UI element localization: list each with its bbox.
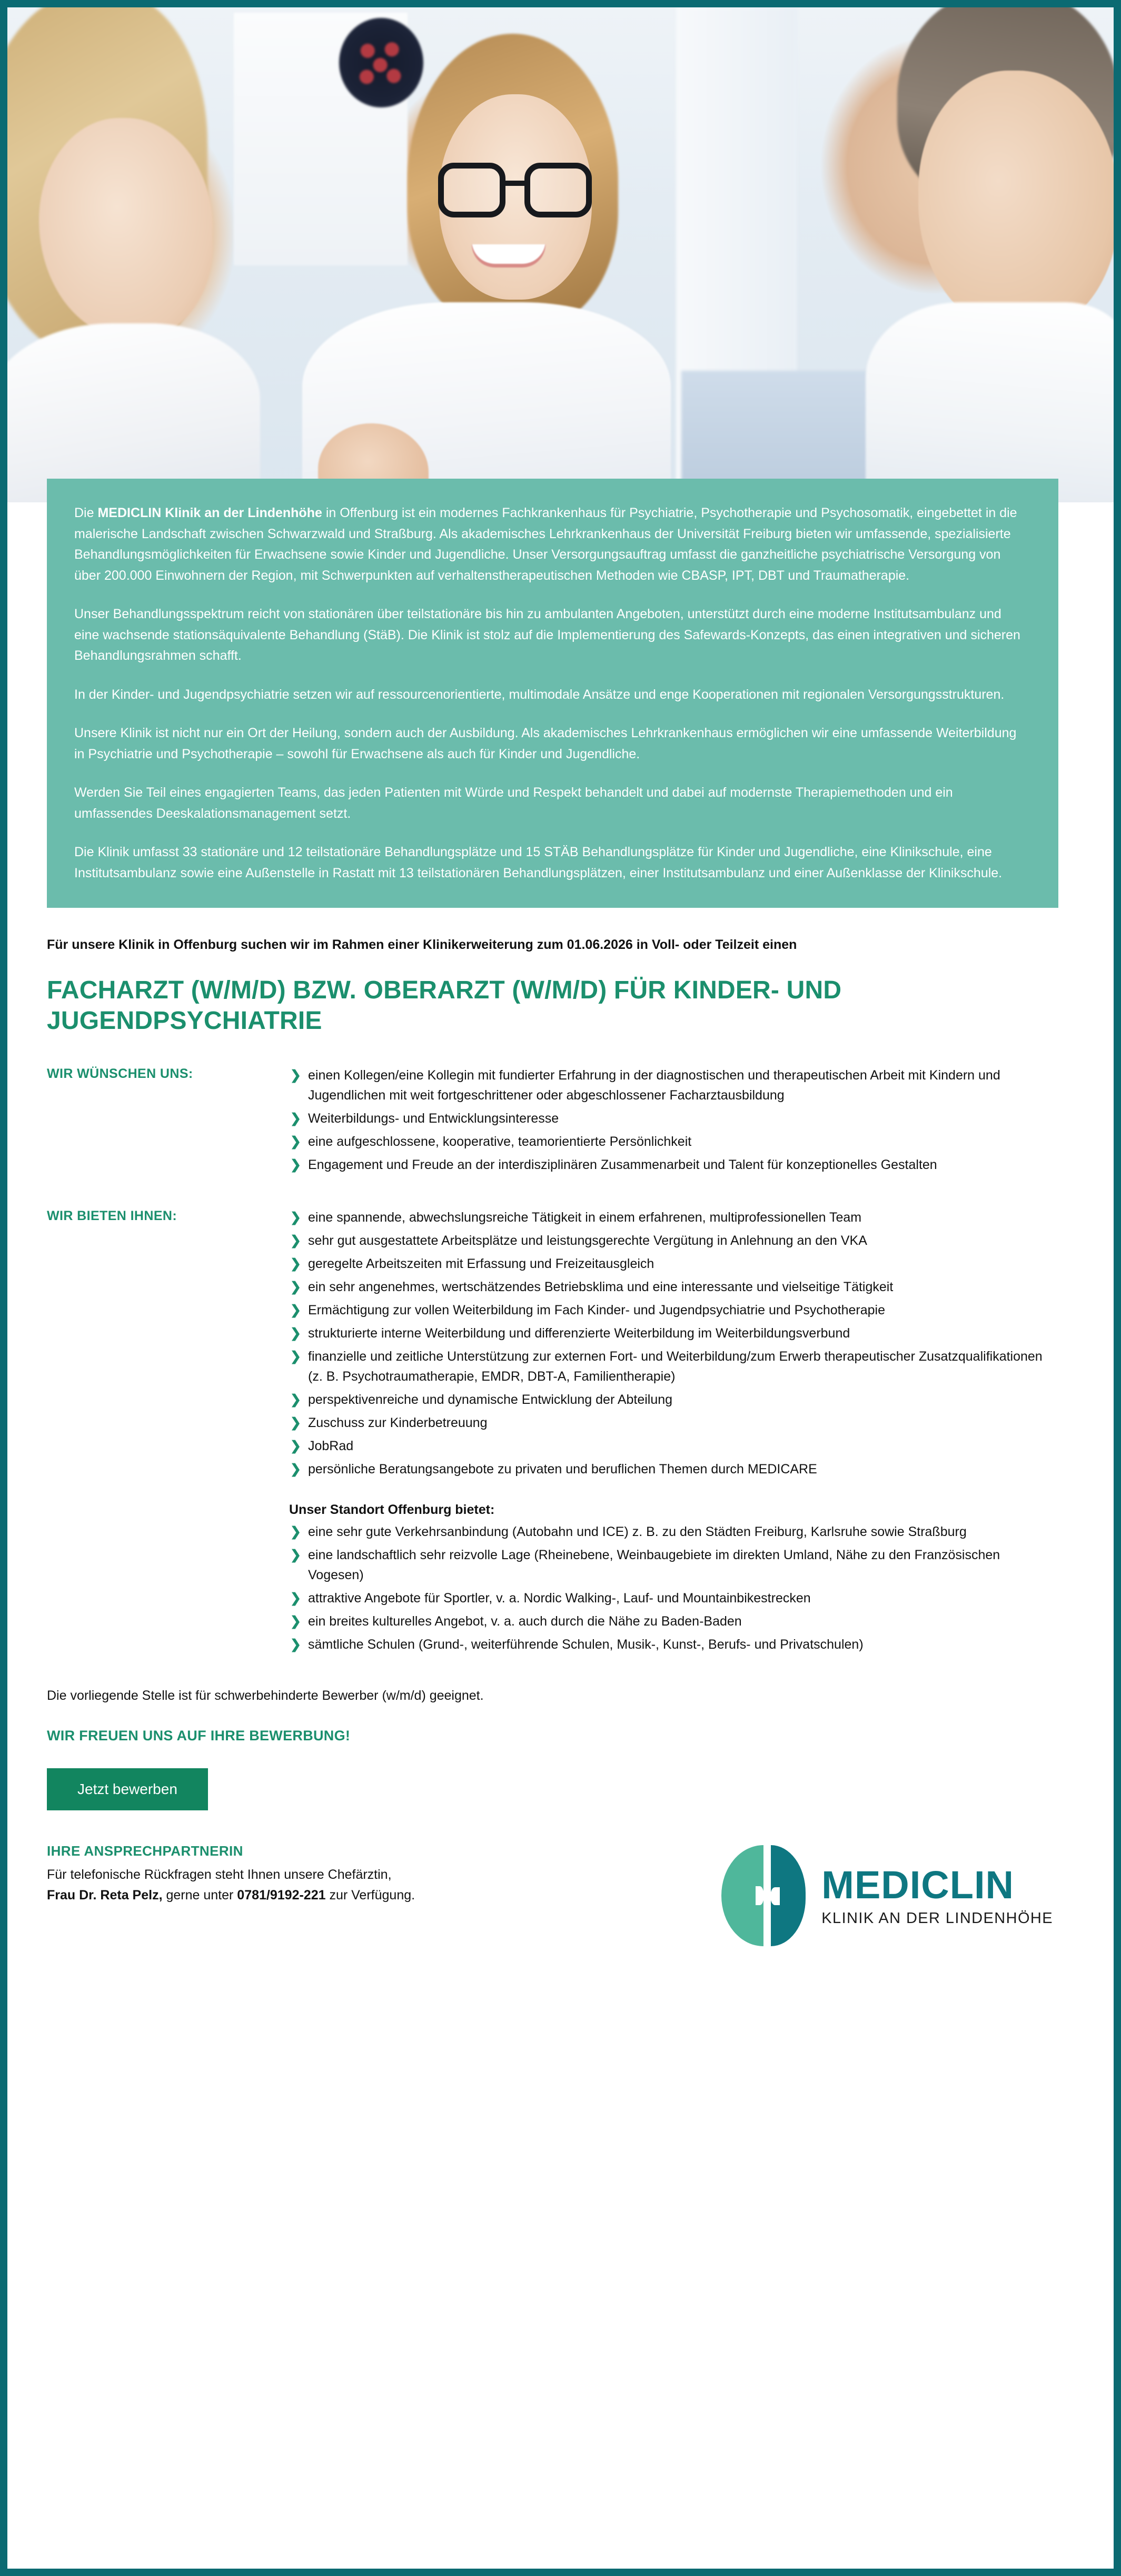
list-item: ❯ sämtliche Schulen (Grund-, weiterführende Schulen, Musik-, Kunst-, Berufs- und Privatschulen) bbox=[289, 1634, 1058, 1654]
intro-paragraph-5: Werden Sie Teil eines engagierten Teams, das jeden Patienten mit Würde und Respekt behandelt und dabei auf modernste Therapiemethoden und ein umfassendes Deeskalationsmanagement setzt. bbox=[74, 785, 953, 821]
list-item: ❯ eine aufgeschlossene, kooperative, teamorientierte Persönlichkeit bbox=[289, 1132, 1058, 1152]
list-item: ❯ Engagement und Freude an der interdisziplinären Zusammenarbeit und Talent für konzeptionelles Gestalten bbox=[289, 1155, 1058, 1175]
list-item: ❯ Ermächtigung zur vollen Weiterbildung im Fach Kinder- und Jugendpsychiatrie und Psychotherapie bbox=[289, 1300, 1058, 1320]
intro-paragraph-4: Unsere Klinik ist nicht nur ein Ort der Heilung, sondern auch der Ausbildung. Als akademisches Lehrkrankenhaus ermöglichen wir eine umfassende Weiterbildung in Psychiatrie und Psychotherapie – sowohl für Erwachsene als auch für Kinder und Jugendliche. bbox=[74, 726, 1017, 761]
list-item: ❯ finanzielle und zeitliche Unterstützung zur externen Fort- und Weiterbildung/zum Erwerb therapeutischer Zusatzqualifikationen (z. B. Psychotraumatherapie, EMDR, DBT-A, Familientherapie) bbox=[289, 1346, 1058, 1386]
mediclin-logo bbox=[721, 1845, 1058, 1946]
person-right-face bbox=[918, 71, 1114, 334]
list-item: ❯ eine sehr gute Verkehrsanbindung (Autobahn und ICE) z. B. zu den Städten Freiburg, Karlsruhe sowie Straßburg bbox=[289, 1522, 1058, 1542]
leaf-right-half bbox=[771, 1845, 806, 1946]
list-item: ❯ persönliche Beratungsangebote zu privaten und beruflichen Themen durch MEDICARE bbox=[289, 1459, 1058, 1479]
background-poster-graphic bbox=[339, 18, 423, 107]
logo-wordmark: MEDICLIN bbox=[821, 1862, 1014, 1907]
leaf-left-half bbox=[721, 1845, 763, 1946]
wishes-list bbox=[289, 1065, 1058, 1175]
list-item: ❯ attraktive Angebote für Sportler, v. a. Nordic Walking-, Lauf- und Mountainbikestrecken bbox=[289, 1588, 1058, 1608]
list-item: ❯ eine landschaftlich sehr reizvolle Lage (Rheinebene, Weinbaugebiete im direkten Umland, Nähe zu den Französischen Vogesen) bbox=[289, 1545, 1058, 1585]
location-list bbox=[289, 1522, 1058, 1654]
glasses-bridge bbox=[504, 181, 527, 186]
intro-clinic-name: MEDICLIN Klinik an der Lindenhöhe bbox=[97, 506, 322, 520]
intro-rest: in Offenburg ist ein modernes Fachkrankenhaus für Psychiatrie, Psychotherapie und Psychosomatik, eingebettet in die malerische Landschaft zwischen Schwarzwald und Straßburg. Als akademisches Lehrkrankenhaus der Universität Freiburg bieten wir umfassende, spezialisierte Behandlungsmöglichkeiten für Erwachsene sowie Kinder und Jugendliche. Unser Versorgungsauftrag umfasst die ganzheitliche psychiatrische Versorgung von über 200.000 Einwohnern der Region, mit Schwerpunkten auf verhaltenstherapeutischen Methoden wie CBASP, IPT, DBT und Traumatherapie. bbox=[74, 506, 1017, 583]
list-item: ❯ JobRad bbox=[289, 1436, 1058, 1456]
logo-subline: KLINIK AN DER LINDENHÖHE bbox=[821, 1909, 1053, 1927]
footer bbox=[47, 1843, 1058, 1967]
glasses-lens-left bbox=[438, 163, 505, 217]
leaf-icon bbox=[721, 1845, 806, 1946]
list-item: ❯ strukturierte interne Weiterbildung und differenzierte Weiterbildung im Weiterbildungsverbund bbox=[289, 1323, 1058, 1343]
list-item: ❯ eine spannende, abwechslungsreiche Tätigkeit in einem erfahrenen, multiprofessionellen Team bbox=[289, 1207, 1058, 1227]
accessibility-note: Die vorliegende Stelle ist für schwerbehinderte Bewerber (w/m/d) geeignet. bbox=[47, 1688, 484, 1703]
list-item: ❯ Zuschuss zur Kinderbetreuung bbox=[289, 1413, 1058, 1433]
list-item: ❯ sehr gut ausgestattete Arbeitsplätze und leistungsgerechte Vergütung in Anlehnung an den VKA bbox=[289, 1231, 1058, 1251]
contact-line1: Für telefonische Rückfragen steht Ihnen unsere Chefärztin, bbox=[47, 1867, 392, 1883]
glasses-lens-right bbox=[524, 163, 592, 217]
list-item: ❯ ein breites kulturelles Angebot, v. a. auch durch die Nähe zu Baden-Baden bbox=[289, 1611, 1058, 1631]
person-center-smile bbox=[472, 244, 545, 267]
intro-paragraph-3: In der Kinder- und Jugendpsychiatrie setzen wir auf ressourcenorientierte, multimodale Ansätze und enge Kooperationen mit regionalen Versorgungsstrukturen. bbox=[74, 687, 1005, 702]
contact-text bbox=[47, 1865, 415, 1906]
page-title: FACHARZT (W/M/D) BZW. OBERARZT (W/M/D) FÜR KINDER- UND JUGENDPSYCHIATRIE bbox=[47, 976, 842, 1035]
contact-mid: gerne unter bbox=[162, 1888, 237, 1903]
person-left-coat bbox=[7, 323, 260, 502]
hero-image bbox=[7, 7, 1114, 502]
closing-cheer: WIR FREUEN UNS AUF IHRE BEWERBUNG! bbox=[47, 1728, 351, 1744]
section-label-wishes: WIR WÜNSCHEN UNS: bbox=[47, 1066, 193, 1082]
intro-lead: Die bbox=[74, 506, 98, 520]
job-kicker: Für unsere Klinik in Offenburg suchen wir im Rahmen einer Klinikerweiterung zum 01.06.2026 in Voll- oder Teilzeit einen bbox=[47, 937, 797, 952]
section-body-offer bbox=[289, 1207, 1058, 1658]
intro-section bbox=[7, 479, 1114, 908]
intro-panel bbox=[47, 479, 1058, 908]
list-item: ❯ einen Kollegen/eine Kollegin mit fundierter Erfahrung in der diagnostischen und therapeutischen Arbeit mit Kindern und Jugendlichen mit weit fortgeschrittener oder abgeschlossener Facharztausbildung bbox=[289, 1065, 1058, 1105]
person-right-coat bbox=[866, 302, 1114, 502]
contact-phone[interactable]: 0781/9192-221 bbox=[237, 1888, 326, 1903]
apply-button[interactable]: Jetzt bewerben bbox=[47, 1768, 208, 1810]
intro-paragraph-1 bbox=[74, 503, 1028, 586]
hero-photo-backdrop bbox=[7, 7, 1114, 502]
contact-tail: zur Verfügung. bbox=[325, 1888, 415, 1903]
section-body-wishes bbox=[289, 1065, 1058, 1178]
contact-name: Frau Dr. Reta Pelz, bbox=[47, 1888, 163, 1903]
intro-paragraph-6: Die Klinik umfasst 33 stationäre und 12 teilstationäre Behandlungsplätze und 15 STÄB Behandlungsplätze für Kinder und Jugendliche, eine Klinikschule, eine Institutsambulanz sowie eine Außenstelle in Rastatt mit 13 teilstationären Behandlungsplätzen, einer Institutsambulanz und einer Außenklasse der Klinikschule. bbox=[74, 845, 1003, 880]
section-wishes bbox=[47, 1065, 1058, 1178]
list-item: ❯ ein sehr angenehmes, wertschätzendes Betriebsklima und eine interessante und vielseitige Tätigkeit bbox=[289, 1277, 1058, 1297]
location-heading: Unser Standort Offenburg bietet: bbox=[289, 1502, 495, 1518]
offer-list bbox=[289, 1207, 1058, 1479]
list-item: ❯ geregelte Arbeitszeiten mit Erfassung und Freizeitausgleich bbox=[289, 1254, 1058, 1274]
list-item: ❯ Weiterbildungs- und Entwicklungsinteresse bbox=[289, 1108, 1058, 1128]
section-label-offer: WIR BIETEN IHNEN: bbox=[47, 1208, 177, 1224]
intro-paragraph-2: Unser Behandlungsspektrum reicht von stationären über teilstationäre bis hin zu ambulanten Angeboten, unterstützt durch eine moderne Institutsambulanz und eine wachsende stationsäquivalente Behandlung (StäB). Die Klinik ist stolz auf die Implementierung des Safewards-Konzepts, das einen integrativen und sicheren Behandlungsrahmen schafft. bbox=[74, 607, 1020, 663]
glasses-icon bbox=[434, 163, 602, 221]
contact-block bbox=[47, 1843, 415, 1906]
section-offer bbox=[47, 1207, 1058, 1658]
job-body bbox=[7, 935, 1114, 1967]
list-item: ❯ perspektivenreiche und dynamische Entwicklung der Abteilung bbox=[289, 1390, 1058, 1410]
logo-text bbox=[821, 1862, 1053, 1927]
contact-heading: IHRE ANSPRECHPARTNERIN bbox=[47, 1843, 243, 1859]
